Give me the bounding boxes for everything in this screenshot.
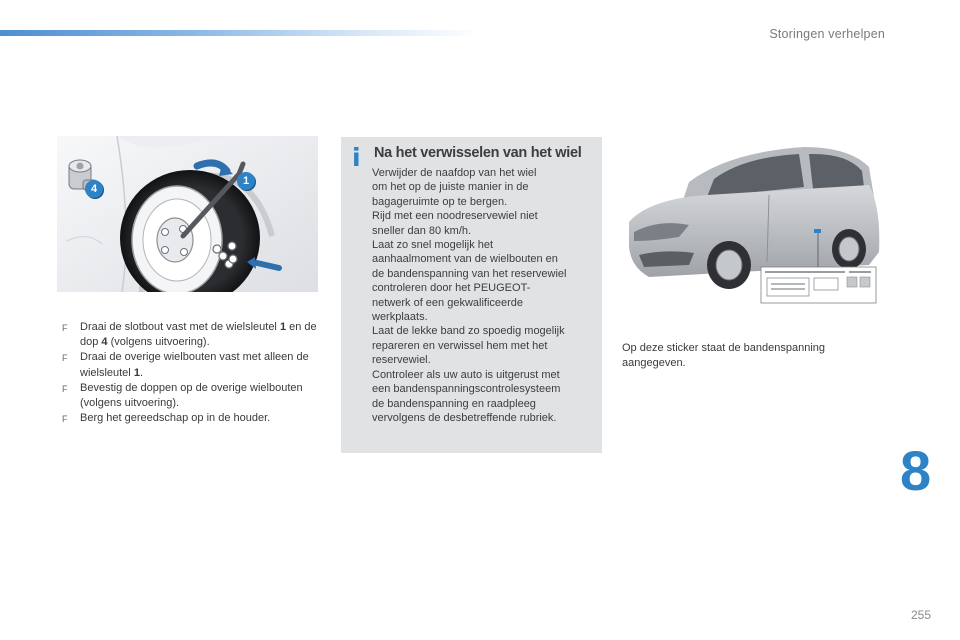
car-drawing [619, 137, 880, 305]
page-number: 255 [911, 608, 932, 622]
step-item: F Berg het gereedschap op in de houder. [62, 411, 332, 426]
chapter-number: 8 [900, 439, 932, 502]
tyre-pressure-sticker [761, 267, 876, 303]
info-box-title: Na het verwisselen van het wiel [374, 145, 582, 161]
info-box-body: Verwijder de naafdop van het wiel om het op de juiste manier in de bagageruimte op te bergen. Rijd met een noodreservewiel niet sneller dan 80 km/h. Laat zo snel mogelijk het aanhaalmoment van de wielbouten en de bandenspanning van het reservewiel controleren door het PEUGEOT- netwerk of een gekwalificeerde werkplaats. Laat de lekke band zo spoedig mogelijk repareren en verwissel hem met het reservewiel. Controleer als uw auto is uitgerust met een bandenspanningscontrolesysteem de bandenspanning en raadpleeg vervolgens de desbetreffende rubriek. [372, 167, 567, 424]
callout-1 [237, 172, 255, 190]
info-box [341, 137, 602, 453]
callout-1-label: 1 [242, 175, 250, 187]
callout-4-label: 4 [90, 183, 98, 195]
header-accent-bar [0, 30, 480, 36]
wheel-drawing [57, 136, 318, 292]
step-bullet: F [62, 414, 68, 425]
car-figure-caption: Op deze sticker staat de bandenspanning aangegeven. [622, 342, 826, 369]
car-sticker-illustration [619, 137, 880, 305]
info-icon: i [352, 143, 361, 172]
step-bullet: F [62, 383, 68, 394]
section-title: Storingen verhelpen [769, 27, 885, 41]
wheel-bolt-illustration [57, 136, 318, 292]
callout-4 [85, 180, 103, 198]
step-list [62, 320, 332, 426]
step-item: F Draai de slotbout vast met de wielsleutel 1 en de dop 4 (volgens uitvoering). [62, 321, 317, 349]
step-item: F Draai de overige wielbouten vast met alleen de wielsleutel 1. [62, 351, 309, 379]
step-bullet: F [62, 353, 68, 364]
step-bullet: F [62, 323, 68, 333]
step-item: F Bevestig de doppen op de overige wielbouten (volgens uitvoering). [62, 381, 303, 410]
